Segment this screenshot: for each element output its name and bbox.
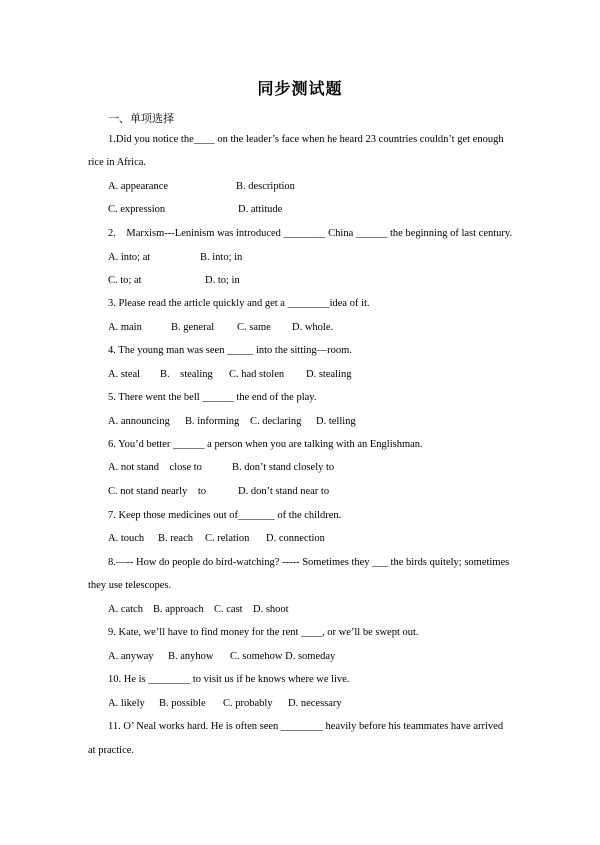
q4-option-d: D. stealing [306,369,352,380]
q2-option-d: D. to; in [205,275,240,286]
q1-option-b: B. description [236,181,295,192]
page-title: 同步测试题 [257,79,343,98]
q4-option-c: C. had stolen [229,369,285,380]
q7-option-c: C. relation [205,533,250,544]
question-2-line-1: 2. Marxism---Leninism was introduced ________ China ______ the beginning of last century. [108,228,513,239]
question-3-line-1: 3. Please read the article quickly and get a ________idea of it. [108,298,370,309]
q9-option-a: A. anyway [108,651,154,662]
question-4-line-1: 4. The young man was seen _____ into the sitting—room. [108,345,352,356]
question-8-line-1: 8.—-- How do people do bird-watching? ----- Sometimes they ___ the birds quitely; sometimes [108,557,510,568]
section-heading: 一、单项选择 [108,112,174,125]
q7-option-b: B. reach [158,533,193,544]
q9-option-b: B. anyhow [168,651,214,662]
question-8-line-2: they use telescopes. [88,580,172,591]
q9-option-cd: C. somehow D. someday [230,651,336,662]
question-7-line-1: 7. Keep those medicines out of_______ of the children. [108,510,342,521]
q8-option-d: D. shoot [253,604,289,615]
question-9-line-1: 9. Kate, we’ll have to find money for the rent ____, or we’ll be swept out. [108,627,419,638]
q10-option-c: C. probably [223,698,273,709]
question-10-line-1: 10. He is ________ to visit us if he knows where we live. [108,674,350,685]
question-11-line-2: at practice. [88,745,135,756]
q2-option-a: A. into; at [108,252,151,263]
q4-option-a: A. steal [108,369,141,380]
q1-option-d: D. attitude [238,204,283,215]
q3-option-a: A. main [108,322,142,333]
q5-option-b: B. informing [185,416,240,427]
question-5-line-1: 5. There went the bell ______ the end of the play. [108,392,317,403]
q6-option-b: B. don’t stand closely to [232,462,335,473]
q5-option-d: D. telling [316,416,356,427]
q5-option-a: A. announcing [108,416,170,427]
q1-option-a: A. appearance [108,181,169,192]
q2-option-c: C. to; at [108,275,142,286]
q1-option-c: C. expression [108,204,166,215]
q2-option-b: B. into; in [200,252,243,263]
q7-option-d: D. connection [266,533,325,544]
q10-option-a: A. likely [108,698,145,709]
question-11-line-1: 11. O’ Neal works hard. He is often seen ________ heavily before his teammates have arrived [108,721,504,732]
q4-option-b: B. stealing [160,369,213,380]
question-6-line-1: 6. You’d better ______ a person when you are talking with an Englishman. [108,439,423,450]
question-1-line-2: rice in Africa. [88,157,147,168]
q6-option-a: A. not stand close to [108,462,202,473]
q10-option-b: B. possible [159,698,206,709]
q3-option-b: B. general [171,322,215,333]
q8-option-b: B. approach [153,604,204,615]
q3-option-c: C. same [237,322,271,333]
q5-option-c: C. declaring [250,416,302,427]
q6-option-c: C. not stand nearly to [108,486,206,497]
q10-option-d: D. necessary [288,698,342,709]
q8-option-a: A. catch [108,604,143,615]
question-1-line-1: 1.Did you notice the____ on the leader’s face when he heard 23 countries couldn’t get enough [108,134,504,145]
q3-option-d: D. whole. [292,322,334,333]
q6-option-d: D. don’t stand near to [238,486,330,497]
q7-option-a: A. touch [108,533,145,544]
q8-option-c: C. cast [214,604,243,615]
